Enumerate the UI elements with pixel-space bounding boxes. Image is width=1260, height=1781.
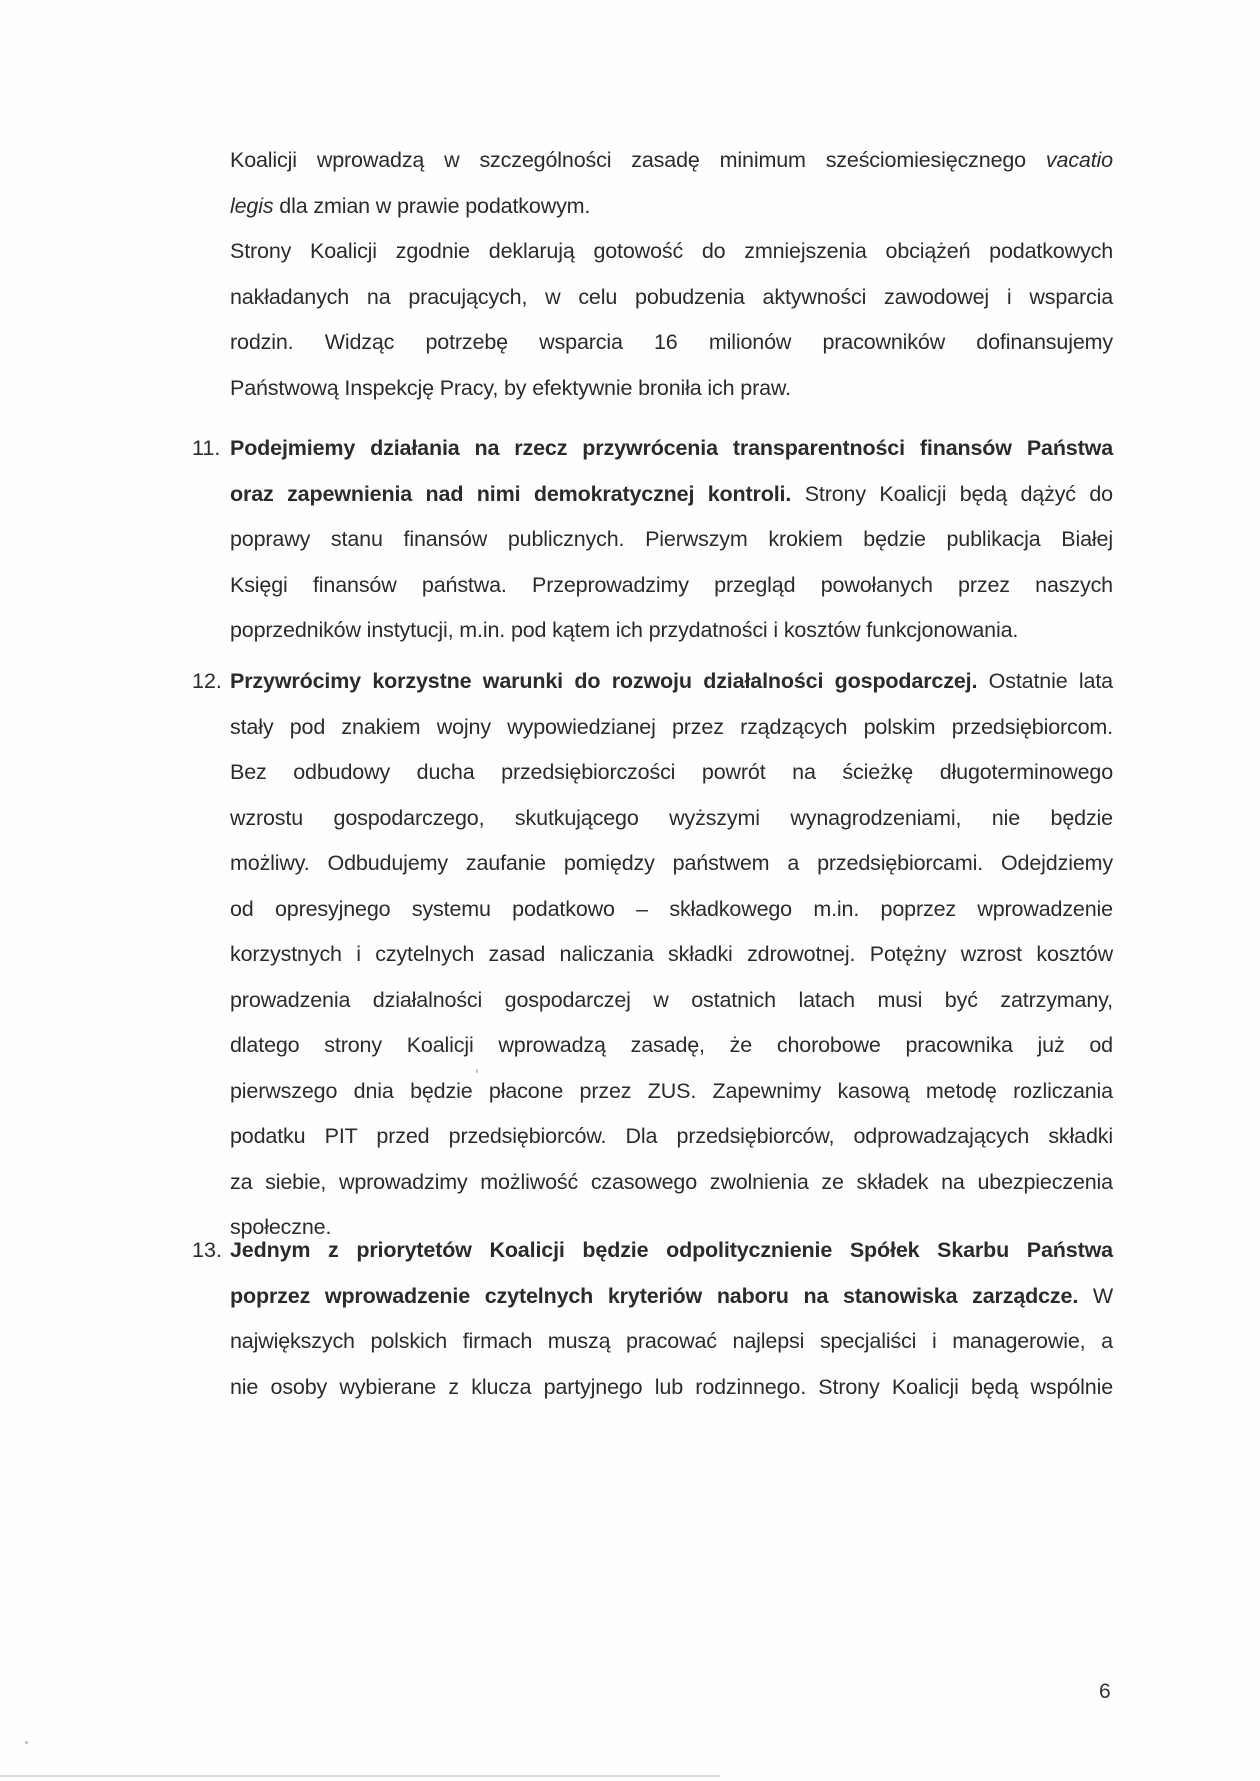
text-line — [230, 841, 1113, 887]
list-item-body — [230, 426, 1113, 654]
intro-paragraph — [230, 138, 1113, 411]
bold-text: oraz zapewnienia nad nimi demokratycznej kontroli. — [230, 481, 792, 506]
text-line — [230, 275, 1113, 321]
text-line — [230, 1365, 1113, 1411]
footer-divider — [0, 1775, 720, 1777]
text-run: korzystnych i czytelnych zasad naliczania składki zdrowotnej. Potężny wzrost kosztów — [230, 942, 1113, 966]
list-item-body — [230, 659, 1113, 1251]
text-line — [230, 184, 1113, 230]
text-run: Państwową Inspekcję Pracy, by efektywnie broniła ich praw. — [230, 375, 791, 400]
list-number: 13. — [192, 1238, 222, 1262]
list-item-11 — [192, 426, 1113, 654]
text-line — [230, 1069, 1113, 1115]
text-run: W — [1078, 1283, 1114, 1308]
text-line — [230, 1114, 1113, 1160]
text-run: prowadzenia działalności gospodarczej w ostatnich latach musi być zatrzymany, — [230, 987, 1113, 1012]
text-line — [230, 659, 1113, 705]
text-line — [230, 229, 1113, 275]
text-run: Ostatnie lata — [977, 669, 1113, 693]
text-run: wzrostu gospodarczego, skutkującego wyższymi wynagrodzeniami, nie będzie — [230, 805, 1113, 830]
text-line — [230, 426, 1113, 472]
bold-text: Jednym z priorytetów Koalicji będzie odpolitycznienie Spółek Skarbu Państwa — [230, 1238, 1113, 1262]
text-run: Strony Koalicji zgodnie deklarują gotowość do zmniejszenia obciążeń podatkowych — [230, 239, 1113, 263]
bold-text: Podejmiemy działania na rzecz przywrócenia transparentności finansów Państwa — [230, 436, 1113, 460]
text-run: Koalicji wprowadzą w szczególności zasadę minimum sześciomiesięcznego — [230, 148, 1046, 172]
text-run: rodzin. Widząc potrzebę wsparcia 16 milionów pracowników dofinansujemy — [230, 330, 1113, 354]
text-line — [230, 472, 1113, 518]
text-line — [230, 320, 1113, 366]
text-run: dla zmian w prawie podatkowym. — [273, 193, 591, 218]
text-run: za siebie, wprowadzimy możliwość czasowego zwolnienia ze składek na ubezpieczenia — [230, 1169, 1113, 1194]
text-line — [230, 750, 1113, 796]
text-run: największych polskich firmach muszą pracować najlepsi specjaliści i managerowie, a — [230, 1329, 1113, 1353]
text-run: od opresyjnego systemu podatkowo – składkowego m.in. poprzez wprowadzenie — [230, 896, 1113, 921]
text-run: Księgi finansów państwa. Przeprowadzimy przegląd powołanych przez naszych — [230, 572, 1113, 597]
text-line — [230, 705, 1113, 751]
text-run: dlatego strony Koalicji wprowadzą zasadę, że chorobowe pracownika już od — [230, 1033, 1113, 1057]
text-run: poprzedników instytucji, m.in. pod kątem ich przydatności i kosztów funkcjonowania. — [230, 618, 1019, 642]
text-line — [230, 138, 1113, 184]
text-run: nie osoby wybierane z klucza partyjnego lub rodzinnego. Strony Koalicji będą wspólnie — [230, 1374, 1113, 1399]
text-run: podatku PIT przed przedsiębiorców. Dla przedsiębiorców, odprowadzających składki — [230, 1124, 1113, 1148]
text-run: pierwszego dnia będzie płacone przez ZUS. Zapewnimy kasową metodę rozliczania — [230, 1078, 1113, 1103]
bold-text: poprzez wprowadzenie czytelnych kryteriów naboru na stanowiska zarządcze. — [230, 1283, 1079, 1308]
text-line — [230, 1160, 1113, 1206]
text-line — [230, 366, 1113, 412]
list-item-body — [230, 1228, 1113, 1410]
text-line — [230, 796, 1113, 842]
list-item-13 — [192, 1228, 1114, 1410]
text-run: poprawy stanu finansów publicznych. Pierwszym krokiem będzie publikacja Białej — [230, 527, 1113, 551]
text-run: stały pod znakiem wojny wypowiedzianej przez rządzących polskim przedsiębiorcom. — [230, 714, 1113, 739]
text-line — [230, 1228, 1113, 1274]
text-line — [230, 978, 1113, 1024]
list-number: 12. — [192, 669, 222, 693]
text-run: Bez odbudowy ducha przedsiębiorczości powrót na ścieżkę długoterminowego — [230, 760, 1113, 784]
bold-text: Przywrócimy korzystne warunki do rozwoju działalności gospodarczej. — [230, 669, 978, 693]
list-number: 11. — [192, 436, 221, 460]
text-line — [230, 563, 1113, 609]
italic-text: legis — [230, 193, 274, 218]
page-number: 6 — [1099, 1680, 1111, 1703]
text-line — [230, 608, 1113, 654]
text-line — [230, 517, 1113, 563]
text-line — [230, 1319, 1113, 1365]
text-line — [230, 932, 1113, 978]
text-line — [230, 887, 1113, 933]
text-run: możliwy. Odbudujemy zaufanie pomiędzy państwem a przedsiębiorcami. Odejdziemy — [230, 851, 1113, 875]
text-run: nakładanych na pracujących, w celu pobudzenia aktywności zawodowej i wsparcia — [230, 284, 1113, 309]
scan-speck — [476, 1069, 478, 1073]
text-line — [230, 1023, 1113, 1069]
text-run: Strony Koalicji będą dążyć do — [791, 481, 1113, 506]
text-run: społeczne. — [230, 1215, 332, 1239]
scan-speck — [25, 1741, 28, 1744]
italic-text: vacatio — [1045, 148, 1113, 172]
text-line — [230, 1274, 1113, 1320]
